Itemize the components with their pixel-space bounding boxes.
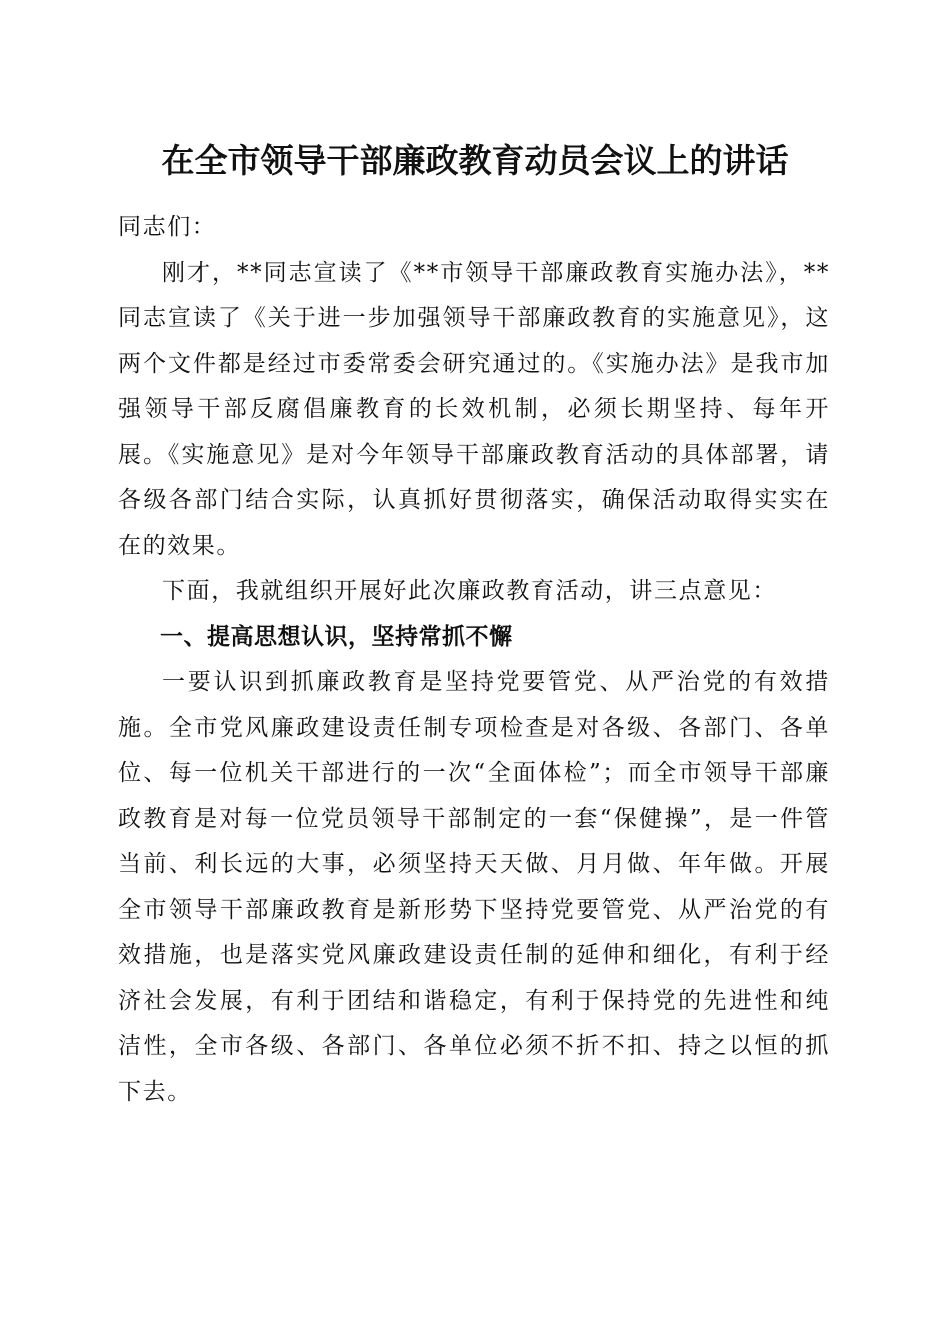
paragraph-intro: 下面，我就组织开展好此次廉政教育活动，讲三点意见： xyxy=(162,578,777,604)
document-title: 在全市领导干部廉政教育动员会议上的讲话 xyxy=(161,141,789,180)
salutation: 同志们： xyxy=(118,214,217,240)
document-body xyxy=(118,205,830,1115)
section-heading: 一、提高思想认识，坚持常抓不懈 xyxy=(160,623,513,650)
paragraph-section-1: 一要认识到抓廉政教育是坚持党要管党、从严治党的有效措施。全市党风廉政建设责任制专项检查是对各级、各部门、各单位、每一位机关干部进行的一次“全面体检”；而全市领导干部廉政教育是对每一位党员领导干部制定的一套“保健操”，是一件管当前、利长远的大事，必须坚持天天做、月月做、年年做。开展全市领导干部廉政教育是新形势下坚持党要管党、从严治党的有效措施，也是落实党风廉政建设责任制的延伸和细化，有利于经济社会发展，有利于团结和谐稳定，有利于保持党的先进性和纯洁性，全市各级、各部门、各单位必须不折不扣、持之以恒的抓下去。 xyxy=(118,669,830,1105)
paragraph-opening: 刚才，**同志宣读了《**市领导干部廉政教育实施办法》，**同志宣读了《关于进一步加强领导干部廉政教育的实施意见》，这两个文件都是经过市委常委会研究通过的。《实施办法》是我市加强领导干部反腐倡廉教育的长效机制，必须长期坚持、每年开展。《实施意见》是对今年领导干部廉政教育活动的具体部署，请各级各部门结合实际，认真抓好贯彻落实，确保活动取得实实在在的效果。 xyxy=(118,259,830,559)
